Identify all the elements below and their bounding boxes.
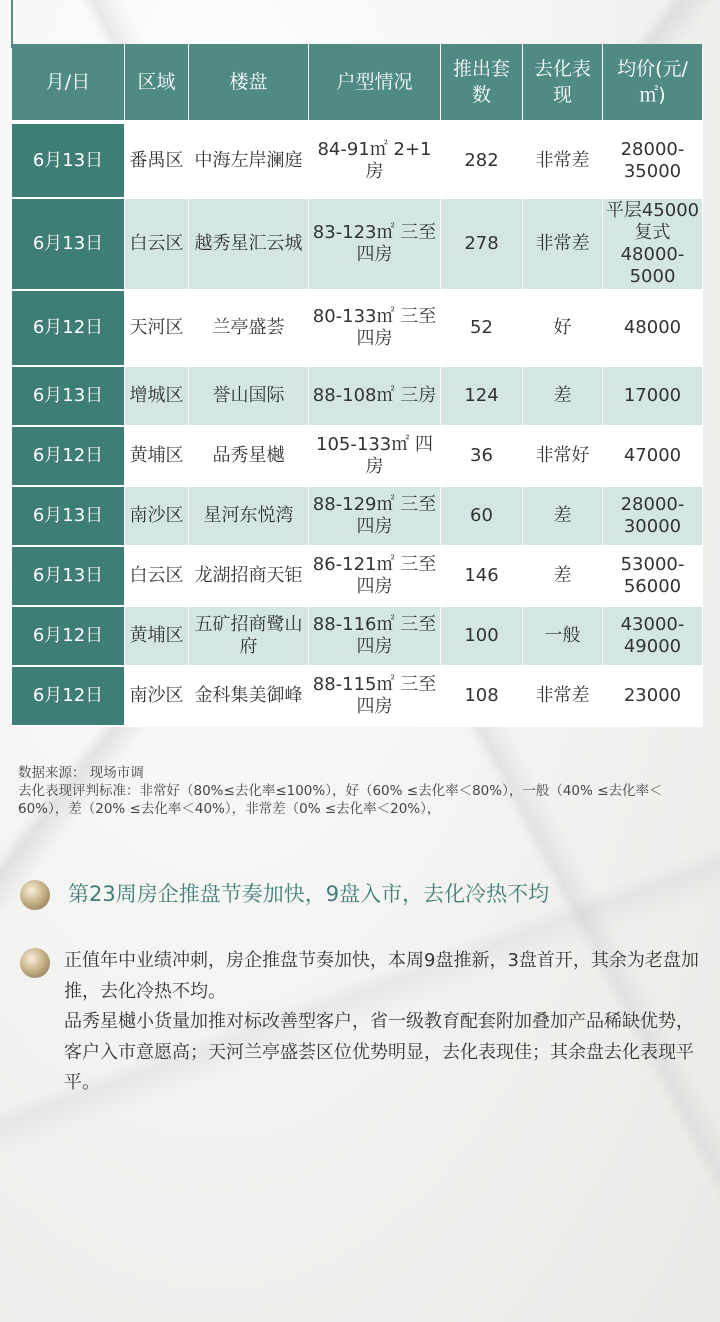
row-performance-cell: 非常差 <box>523 124 603 199</box>
row-project-cell: 越秀星汇云城 <box>189 199 309 291</box>
row-area-cell: 南沙区 <box>125 667 189 727</box>
header-units: 推出套数 <box>441 44 523 124</box>
row-area-cell: 白云区 <box>125 199 189 291</box>
row-unit-type-cell: 88-115㎡ 三至四房 <box>309 667 441 727</box>
row-project-cell: 龙湖招商天钜 <box>189 547 309 607</box>
bullet-dot-icon <box>20 948 50 978</box>
row-project-cell: 金科集美御峰 <box>189 667 309 727</box>
row-price-cell: 48000 <box>603 291 703 367</box>
row-unit-type-cell: 83-123㎡ 三至四房 <box>309 199 441 291</box>
row-unit-type-cell: 86-121㎡ 三至四房 <box>309 547 441 607</box>
header-price: 均价(元/㎡) <box>603 44 703 124</box>
row-date-cell: 6月12日 <box>12 427 125 487</box>
table-row <box>12 291 703 367</box>
row-unit-type-cell: 80-133㎡ 三至四房 <box>309 291 441 367</box>
row-price-cell: 43000-49000 <box>603 607 703 667</box>
row-unit-type-cell: 105-133㎡ 四房 <box>309 427 441 487</box>
row-project-cell: 品秀星樾 <box>189 427 309 487</box>
row-date-cell: 6月13日 <box>12 487 125 547</box>
table-row <box>12 124 703 199</box>
row-date-cell: 6月13日 <box>12 124 125 199</box>
header-date: 月/日 <box>12 44 125 124</box>
criteria-note: 去化表现评判标准：非常好（80%≤去化率≤100%），好（60% ≤去化率＜80%），一般（40% ≤去化率＜60%），差（20% ≤去化率＜40%），非常差（0% ≤去化率＜20%）， <box>18 783 663 817</box>
row-units-cell: 60 <box>441 487 523 547</box>
row-unit-type-cell: 84-91㎡ 2+1房 <box>309 124 441 199</box>
table-row <box>12 667 703 727</box>
row-area-cell: 白云区 <box>125 547 189 607</box>
frame-left-border <box>11 0 13 48</box>
row-unit-type-cell: 88-108㎡ 三房 <box>309 367 441 427</box>
row-performance-cell: 一般 <box>523 607 603 667</box>
row-price-cell: 53000-56000 <box>603 547 703 607</box>
table-row <box>12 487 703 547</box>
row-area-cell: 增城区 <box>125 367 189 427</box>
row-date-cell: 6月13日 <box>12 547 125 607</box>
row-performance-cell: 好 <box>523 291 603 367</box>
row-price-cell: 23000 <box>603 667 703 727</box>
row-units-cell: 108 <box>441 667 523 727</box>
table-row <box>12 367 703 427</box>
row-project-cell: 誉山国际 <box>189 367 309 427</box>
header-unit-type: 户型情况 <box>309 44 441 124</box>
project-listing-table <box>12 44 703 727</box>
row-date-cell: 6月12日 <box>12 607 125 667</box>
row-area-cell: 黄埔区 <box>125 427 189 487</box>
header-area: 区域 <box>125 44 189 124</box>
row-performance-cell: 非常好 <box>523 427 603 487</box>
row-price-cell: 28000-30000 <box>603 487 703 547</box>
header-project: 楼盘 <box>189 44 309 124</box>
header-performance: 去化表现 <box>523 44 603 124</box>
row-price-cell: 平层45000 复式48000-5000 <box>603 199 703 291</box>
row-project-cell: 星河东悦湾 <box>189 487 309 547</box>
table-header-row <box>12 44 703 124</box>
bullet-dot-icon <box>20 880 50 910</box>
row-price-cell: 17000 <box>603 367 703 427</box>
row-units-cell: 146 <box>441 547 523 607</box>
row-area-cell: 黄埔区 <box>125 607 189 667</box>
row-area-cell: 南沙区 <box>125 487 189 547</box>
row-performance-cell: 差 <box>523 547 603 607</box>
row-project-cell: 五矿招商鹭山府 <box>189 607 309 667</box>
row-unit-type-cell: 88-129㎡ 三至四房 <box>309 487 441 547</box>
row-date-cell: 6月12日 <box>12 667 125 727</box>
row-price-cell: 28000-35000 <box>603 124 703 199</box>
row-performance-cell: 非常差 <box>523 667 603 727</box>
row-unit-type-cell: 88-116㎡ 三至四房 <box>309 607 441 667</box>
row-units-cell: 100 <box>441 607 523 667</box>
section-heading-text: 第23周房企推盘节奏加快，9盘入市，去化冷热不均 <box>68 882 550 906</box>
row-date-cell: 6月12日 <box>12 291 125 367</box>
row-units-cell: 124 <box>441 367 523 427</box>
row-area-cell: 天河区 <box>125 291 189 367</box>
data-source-note: 数据来源： 现场市调 <box>18 765 144 781</box>
row-price-cell: 47000 <box>603 427 703 487</box>
table-notes <box>18 764 708 818</box>
row-project-cell: 兰亭盛荟 <box>189 291 309 367</box>
section-body <box>20 946 710 1099</box>
row-units-cell: 36 <box>441 427 523 487</box>
row-area-cell: 番禺区 <box>125 124 189 199</box>
row-units-cell: 278 <box>441 199 523 291</box>
table-row <box>12 607 703 667</box>
paragraph-market-overview: 正值年中业绩冲刺，房企推盘节奏加快，本周9盘推新，3盘首开，其余为老盘加推，去化冷热不均。 <box>64 950 699 1002</box>
section-heading <box>20 876 710 914</box>
paragraph-project-detail: 品秀星樾小货量加推对标改善型客户，省一级教育配套附加叠加产品稀缺优势，客户入市意愿高；天河兰亭盛荟区位优势明显，去化表现佳；其余盘去化表现平平。 <box>64 1011 694 1093</box>
row-performance-cell: 差 <box>523 487 603 547</box>
row-date-cell: 6月13日 <box>12 199 125 291</box>
table-row <box>12 547 703 607</box>
row-performance-cell: 非常差 <box>523 199 603 291</box>
row-project-cell: 中海左岸澜庭 <box>189 124 309 199</box>
row-performance-cell: 差 <box>523 367 603 427</box>
table-row <box>12 427 703 487</box>
row-units-cell: 282 <box>441 124 523 199</box>
table-row <box>12 199 703 291</box>
row-units-cell: 52 <box>441 291 523 367</box>
row-date-cell: 6月13日 <box>12 367 125 427</box>
